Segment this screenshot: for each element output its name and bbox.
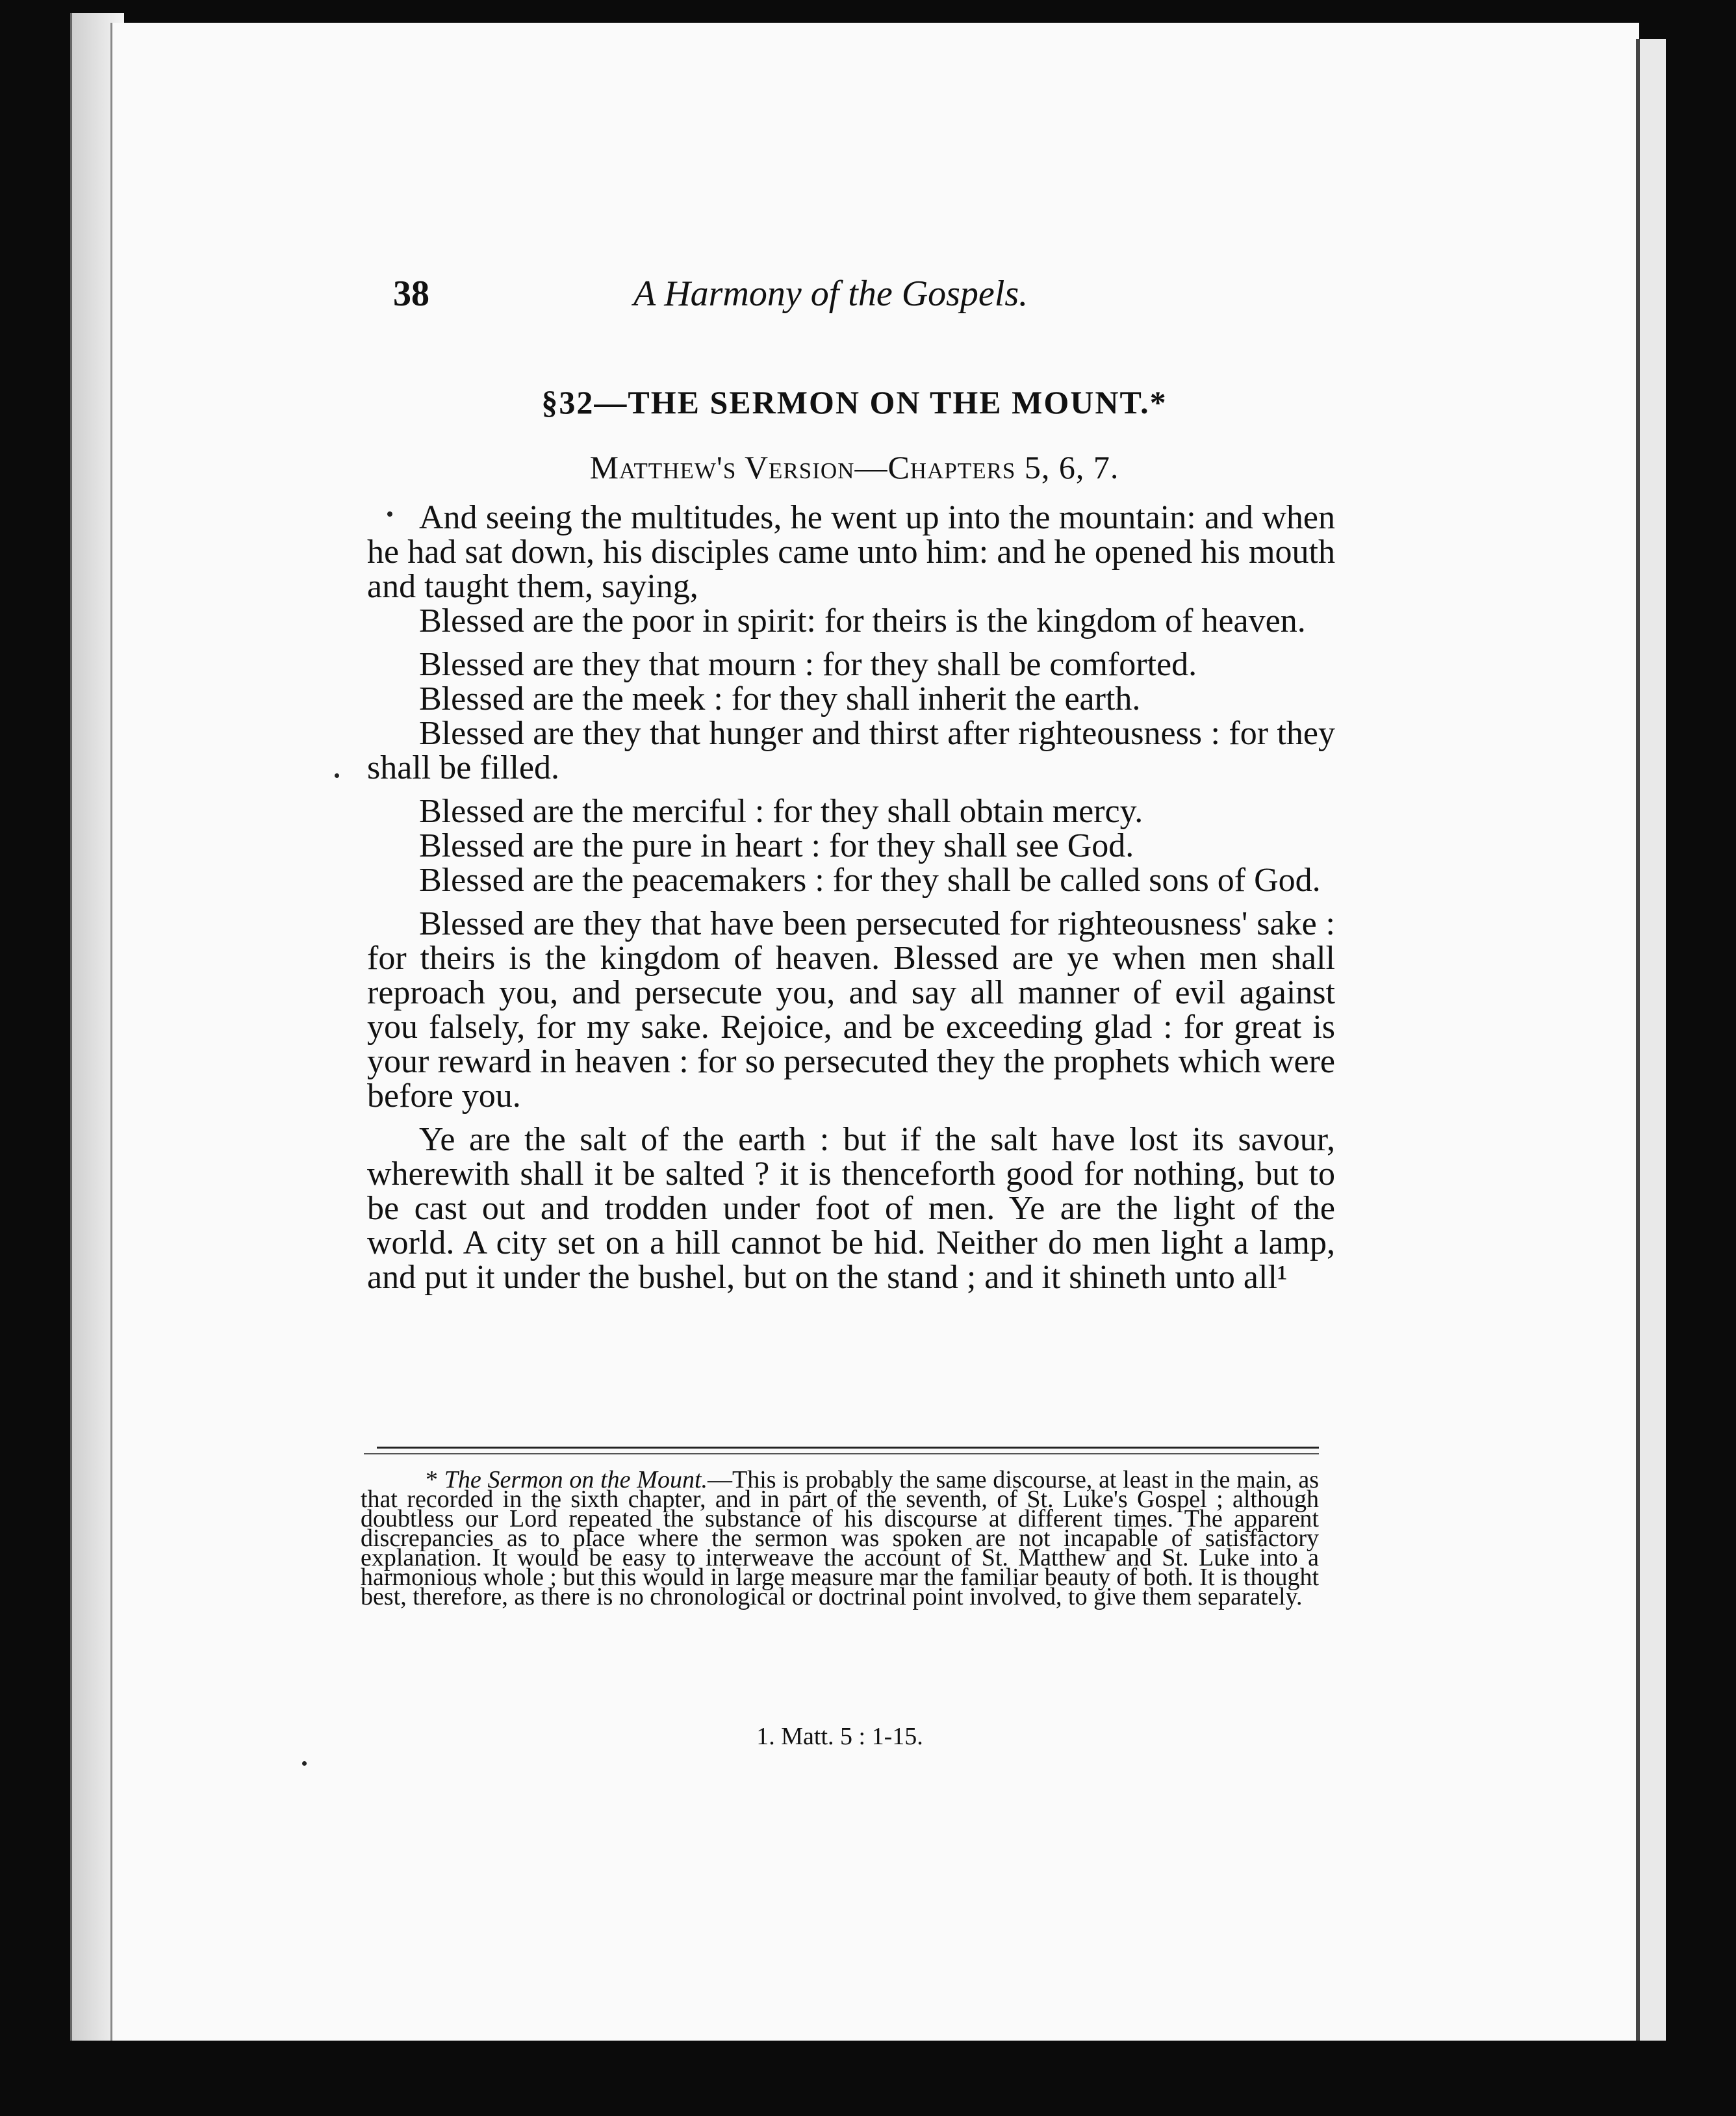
speck-mark — [387, 511, 392, 517]
paragraph: Blessed are the merciful : for they shall obtain mercy. — [419, 793, 1143, 830]
paragraph: Blessed are they that have been persecuted for righteousness' sake : for theirs is the kingdom of heaven. Blessed are ye when men shall reproach you, and persecute you, and say all manner of evil against you falsely, for my sake. Rejoice, and be exceeding glad : for great is your reward in heaven : for so persecuted they the prophets which were before you. — [367, 905, 1335, 1115]
paragraph: Blessed are they that mourn : for they shall be comforted. — [419, 646, 1197, 683]
paragraph: Blessed are the peacemakers : for they shall be called sons of God. — [419, 862, 1321, 899]
footnote-marker: * — [426, 1466, 444, 1493]
section-subheading: Matthew's Version—Chapters 5, 6, 7. — [589, 449, 1119, 485]
paragraph: Blessed are the poor in spirit: for theirs is the kingdom of heaven. — [419, 602, 1306, 639]
page-number: 38 — [393, 274, 429, 314]
footnote-title: The Sermon on the Mount. — [444, 1466, 708, 1493]
speck-mark — [335, 773, 339, 778]
running-head — [393, 273, 1121, 315]
scripture-reference: 1. Matt. 5 : 1-15. — [756, 1723, 923, 1750]
footnote-divider-secondary — [364, 1453, 1319, 1454]
speck-mark — [302, 1761, 307, 1766]
right-page-edge — [1636, 39, 1666, 2041]
paragraph: Blessed are they that hunger and thirst after righteousness : for they shall be filled. — [367, 715, 1335, 786]
paragraph: And seeing the multitudes, he went up into the mountain: and when he had sat down, his disciples came unto him: and he opened his mouth and taught them, saying, — [367, 499, 1335, 605]
paragraph: Blessed are the meek : for they shall inherit the earth. — [419, 680, 1141, 717]
body-text — [367, 500, 1335, 1295]
paragraph: Ye are the salt of the earth : but if the salt have lost its savour, wherewith shall it be salted ? it is thenceforth good for nothing, but to be cast out and trodden under foot of men. Ye are the light of the world. A city set on a hill cannot be hid. Neither do men light a lamp, and put it under the bushel, but on the stand ; and it shineth unto all¹ — [367, 1121, 1335, 1296]
footnote-divider — [377, 1447, 1319, 1449]
running-title: A Harmony of the Gospels. — [633, 274, 1028, 314]
footnote — [361, 1466, 1320, 1610]
section-heading: §32—THE SERMON ON THE MOUNT.* — [541, 384, 1168, 420]
paragraph: Blessed are the pure in heart : for they shall see God. — [419, 827, 1134, 864]
footnote-text: —This is probably the same discourse, at least in the main, as that recorded in the sixth chapter, and in part of the seventh, of St. Luke's Gospel ; although doubtless our Lord repeated the substance of his discourse at different times. The apparent discrepancies as to place where the sermon was spoken are not incapable of satisfactory explanation. It would be easy to interweave the account of St. Matthew and St. Luke into a harmonious whole ; but this would in large measure mar the familiar beauty of both. It is thought best, therefore, as there is no chronological or doctrinal point involved, to give them separately. — [361, 1466, 1320, 1610]
